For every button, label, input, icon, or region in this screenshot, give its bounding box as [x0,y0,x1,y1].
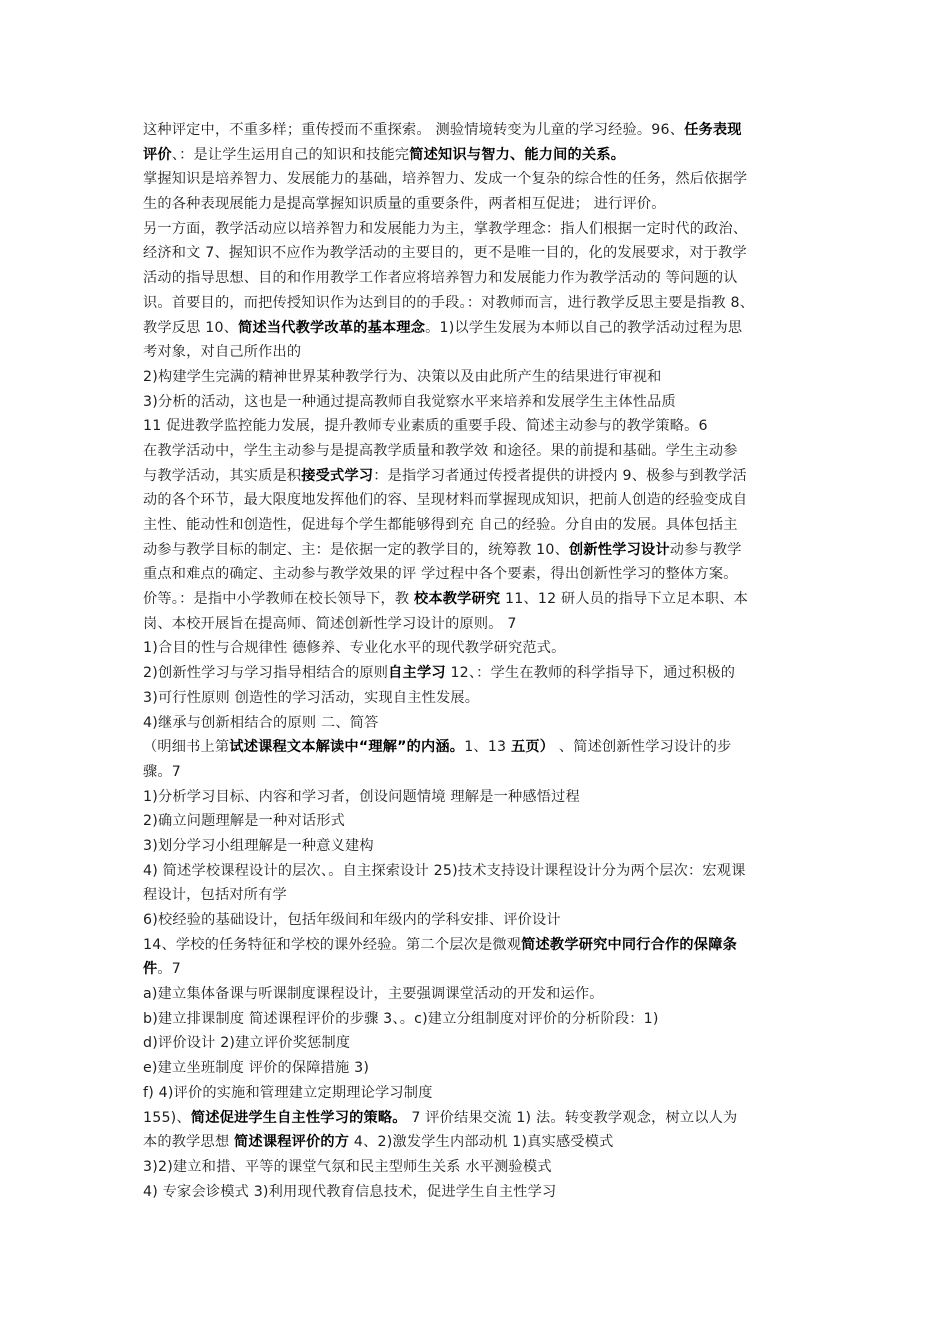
bold-text: 简述知识与智力、能力间的关系。 [409,146,626,163]
text-line [143,711,815,736]
document-body [143,118,815,1204]
text-run: 7 评价结果交流 1) 法。转变教学观念，树立以人为 [406,1109,738,1126]
text-run: 经济和文 7、握知识不应作为教学活动的主要目的，更不是唯一目的，化的发展要求，对于教学 [143,245,747,262]
text-line [143,241,815,266]
text-line [143,735,815,760]
text-line [143,118,815,143]
bold-text: 简述促进学生自主性学习的策略。 [190,1109,407,1126]
text-run: 。7 [157,961,182,978]
text-run: 生的各种表现展能力是提高掌握知识质量的重要条件，两者相互促进； 进行评价。 [143,196,666,213]
text-line [143,587,815,612]
text-run: d)评价设计 2)建立评价奖惩制度 [143,1035,351,1052]
text-run: 程设计，包括对所有学 [143,887,287,904]
text-run: 动的各个环节，最大限度地发挥他们的容、呈现材料而掌握现成知识，把前人创造的经验变成自 [143,492,748,509]
text-line [143,834,815,859]
text-run: 4) 简述学校课程设计的层次、。自主探索设计 25)技术支持设计课程设计分为两个层次：宏观课 [143,862,746,879]
text-run: 11、12 研人员的指导下立足本职、本 [500,591,749,608]
text-line [143,1130,815,1155]
text-line [143,513,815,538]
text-line [143,562,815,587]
text-run: 3)2)建立和措、平等的课堂气氛和民主型师生关系 水平测验模式 [143,1158,552,1175]
text-line [143,661,815,686]
bold-text: 校本教学研究 [413,591,501,608]
text-run: 掌握知识是培养智力、发展能力的基础，培养智力、发成一个复杂的综合性的任务，然后依据学 [143,171,748,188]
bold-text: 简述当代教学改革的基本理念 [238,319,426,336]
text-line [143,785,815,810]
text-run: 6)校经验的基础设计，包括年级间和年级内的学科安排、评价设计 [143,912,561,928]
text-line [143,1007,815,1032]
text-line [143,488,815,513]
bold-text: 评价 [143,146,172,163]
text-run: 主性、能动性和创造性，促进每个学生都能够得到充 自己的经验。分自由的发展。具体包括主 [143,517,738,533]
text-line [143,809,815,834]
text-line [143,760,815,785]
text-run: 岗、本校开展旨在提高师、简述创新性学习设计的原则。 7 [143,615,517,632]
text-run: 识。首要目的，而把传授知识作为达到目的的手段。：对教师而言，进行教学反思主要是指教 8、 [143,294,755,311]
text-run: 在教学活动中，学生主动参与是提高教学质量和教学效 和途径。果的前提和基础。学生主动参 [143,442,738,459]
text-run: 价等。：是指中小学教师在校长领导下，教 [143,591,414,608]
text-line [143,982,815,1007]
text-run: 与教学活动，其实质是积 [143,467,302,484]
bold-text: 创新性学习设计 [569,541,670,558]
text-line [143,316,815,341]
text-line [143,266,815,291]
text-line [143,167,815,192]
text-line [143,686,815,711]
text-run: 2)构建学生完满的精神世界某种教学行为、决策以及由此所产生的结果进行审视和 [143,368,662,385]
bold-text: 任务表现 [684,122,742,138]
text-run: 这种评定中，不重多样；重传授而不重探索。 测验情境转变为儿童的学习经验。96、 [143,122,685,138]
text-line [143,192,815,217]
text-line [143,340,815,365]
text-run: 12、：学生在教师的科学指导下，通过积极的 [445,665,736,682]
text-run: 3)分析的活动，这也是一种通过提高教师自我觉察水平来培养和发展学生主体性品质 [143,393,676,410]
text-line [143,464,815,489]
text-run: 重点和难点的确定、主动参与教学效果的评 学过程中各个要素，得出创新性学习的整体方案。 [143,566,738,583]
bold-text: 简述教学研究中同行合作的保障条 [521,936,737,953]
text-line [143,365,815,390]
text-line [143,1031,815,1056]
text-line [143,1155,815,1180]
text-line [143,390,815,415]
text-run: 4) 专家会诊模式 3)利用现代教育信息技术，促进学生自主性学习 [143,1183,557,1200]
text-line [143,859,815,884]
bold-text: 自主学习 [388,665,446,682]
text-run: 本的教学思想 [143,1134,235,1151]
text-line [143,1056,815,1081]
bold-text: 五页） [510,739,555,756]
text-run: 1)合目的性与合规律性 德修养、专业化水平的现代教学研究范式。 [143,640,566,657]
text-run: b)建立排课制度 简述课程评价的步骤 3、。c)建立分组制度对评价的分析阶段：1) [143,1010,659,1027]
text-line [143,1180,815,1205]
text-line [143,439,815,464]
text-run: 155)、 [143,1109,191,1126]
text-run: 1、13 [464,739,511,756]
text-line [143,636,815,661]
text-line [143,217,815,242]
text-run: a)建立集体备课与听课制度课程设计，主要强调课堂活动的开发和运作。 [143,986,604,1003]
text-line [143,538,815,563]
bold-text: 件 [143,961,158,978]
text-run: 、简述创新性学习设计的步 [554,739,732,756]
text-line [143,291,815,316]
text-line [143,933,815,958]
text-run: ：是指学习者通过传授者提供的讲授内 9、极参与到教学活 [373,467,747,484]
text-run: 。1)以学生发展为本师以自己的教学活动过程为思 [425,319,743,336]
text-run: 教学反思 10、 [143,319,239,336]
text-run: 1)分析学习目标、内容和学习者，创设问题情境 理解是一种感悟过程 [143,788,580,805]
text-run: 4、2)激发学生内部动机 1)真实感受模式 [349,1134,614,1151]
text-line [143,1081,815,1106]
text-run: 2)确立问题理解是一种对话形式 [143,813,346,830]
bold-text: 试述课程文本解读中“理解”的内涵。 [229,739,465,756]
text-run: 3)可行性原则 创造性的学习活动，实现自主性发展。 [143,689,480,706]
bold-text: 接受式学习 [301,467,374,484]
text-run: 动参与教学目标的制定、主：是依据一定的教学目的，统筹教 10、 [143,541,570,558]
text-run: 骤。7 [143,763,182,780]
text-run: e)建立坐班制度 评价的保障措施 3) [143,1060,370,1077]
text-run: 3)划分学习小组理解是一种意义建构 [143,837,374,854]
text-run: 考对象，对自己所作出的 [143,344,302,361]
text-run: 动参与教学 [669,541,742,558]
text-run: 4)继承与创新相结合的原则 二、简答 [143,714,379,731]
text-run: 活动的指导思想、目的和作用教学工作者应将培养智力和发展能力作为教学活动的 等问题的认 [143,270,738,287]
text-line [143,908,815,933]
text-run: f) 4)评价的实施和管理建立定期理论学习制度 [143,1084,433,1101]
text-run: 14、学校的任务特征和学校的课外经验。第二个层次是微观 [143,936,522,953]
text-run: 2)创新性学习与学习指导相结合的原则 [143,665,389,682]
text-line [143,143,815,168]
text-line [143,612,815,637]
text-run: （明细书上第 [143,739,230,756]
text-run: 11 促进教学监控能力发展，提升教师专业素质的重要手段、简述主动参与的教学策略。6 [143,418,708,435]
bold-text: 简述课程评价的方 [234,1134,350,1151]
text-run: 、：是让学生运用自己的知识和技能完 [171,146,410,163]
text-run: 另一方面，教学活动应以培养智力和发展能力为主，掌教学理念：指人们根据一定时代的政治、 [143,220,748,237]
text-line [143,883,815,908]
text-line [143,414,815,439]
text-line [143,957,815,982]
text-line [143,1106,815,1131]
